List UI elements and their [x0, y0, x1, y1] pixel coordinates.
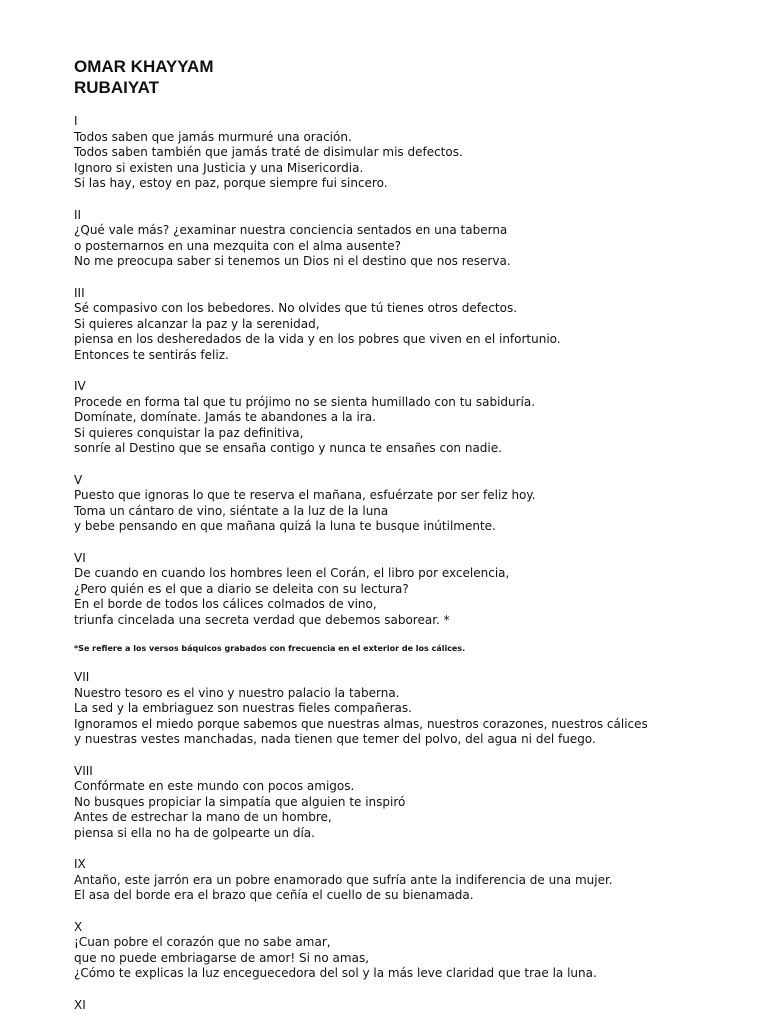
stanza [74, 473, 754, 535]
stanza-number: IV [74, 379, 86, 393]
verse-line: Puesto que ignoras lo que te reserva el mañana, esfuérzate por ser feliz hoy. [74, 488, 536, 502]
verse-line: El asa del borde era el brazo que ceñía el cuello de su bienamada. [74, 888, 474, 902]
stanza-number: XI [74, 997, 86, 1012]
verse-line: Toma un cántaro de vino, siéntate a la luz de la luna [74, 503, 389, 518]
verse-line: No busques propiciar la simpatía que alguien te inspiró [74, 794, 406, 809]
verse-line: ¡Cuan pobre el corazón que no sabe amar, [74, 935, 331, 949]
stanza [74, 114, 754, 192]
verse-line: No me preocupa saber si tenemos un Dios ni el destino que nos reserva. [74, 254, 511, 268]
verse-line: Entonces te sentirás feliz. [74, 347, 229, 362]
stanza-number: VII [74, 670, 90, 684]
stanza [74, 379, 754, 457]
stanza-number: I [74, 114, 78, 128]
verse-line: Procede en forma tal que tu prójimo no se sienta humillado con tu sabiduría. [74, 394, 536, 409]
verse-line: Antes de estrechar la mano de un hombre, [74, 810, 332, 824]
stanza [74, 286, 754, 364]
verse-line: Todos saben que jamás murmuré una oración. [74, 129, 352, 144]
verse-line: ¿Pero quién es el que a diario se deleita con su lectura? [74, 581, 409, 596]
verse-line: ¿Qué vale más? ¿examinar nuestra conciencia sentados en una taberna [74, 223, 508, 237]
verse-line: y nuestras vestes manchadas, nada tienen que temer del polvo, del agua ni del fuego. [74, 732, 596, 746]
title-heading: RUBAIYAT [74, 78, 160, 97]
stanza-number: IX [74, 857, 86, 871]
stanza [74, 998, 754, 1014]
verse-line: Nuestro tesoro es el vino y nuestro palacio la taberna. [74, 685, 400, 700]
verse-line: que no puede embriagarse de amor! Si no amas, [74, 950, 370, 965]
verse-line: La sed y la embriaguez son nuestras fieles compañeras. [74, 701, 412, 715]
verse-line: Ignoro si existen una Justicia y una Misericordia. [74, 160, 364, 175]
verse-line: sonríe al Destino que se ensaña contigo y nunca te ensañes con nadie. [74, 441, 502, 455]
verse-line: o posternarnos en una mezquita con el alma ausente? [74, 238, 401, 253]
verse-line: piensa si ella no ha de golpearte un día. [74, 825, 315, 840]
verse-line: Confórmate en este mundo con pocos amigos. [74, 779, 355, 793]
verse-line: Si quieres alcanzar la paz y la serenidad, [74, 316, 320, 331]
stanza-number: III [74, 285, 85, 300]
stanza [74, 208, 754, 270]
stanza-number: V [74, 472, 83, 487]
verse-line: Antaño, este jarrón era un pobre enamorado que sufría ante la indiferencia de una mujer. [74, 872, 613, 887]
stanza-number: VI [74, 550, 86, 565]
stanza [74, 551, 754, 629]
document-header [74, 56, 214, 98]
verse-line: En el borde de todos los cálices colmados de vino, [74, 597, 377, 611]
stanza [74, 920, 754, 982]
stanza [74, 670, 754, 748]
verse-line: De cuando en cuando los hombres leen el Corán, el libro por excelencia, [74, 566, 510, 580]
verse-line: piensa en los desheredados de la vida y en los pobres que viven en el infortunio. [74, 332, 561, 346]
stanza-number: II [74, 207, 82, 222]
stanza [74, 857, 754, 904]
stanza [74, 764, 754, 842]
verse-line: Ignoramos el miedo porque sabemos que nuestras almas, nuestros corazones, nuestros cálices [74, 716, 648, 731]
author-heading: OMAR KHAYYAM [74, 57, 214, 76]
stanza-number: X [74, 919, 83, 934]
verse-line: y bebe pensando en que mañana quizá la luna te busque inútilmente. [74, 519, 496, 533]
verse-line: Si las hay, estoy en paz, porque siempre fui sincero. [74, 176, 388, 190]
verse-line: Todos saben también que jamás traté de disimular mis defectos. [74, 145, 463, 159]
verse-line: Si quieres conquistar la paz definitiva, [74, 425, 304, 440]
verse-line: Domínate, domínate. Jamás te abandones a la ira. [74, 410, 376, 424]
footnote: *Se refiere a los versos báquicos grabados con frecuencia en el exterior de los cálices. [74, 644, 466, 653]
stanza-number: VIII [74, 763, 93, 778]
verse-line: Sé compasivo con los bebedores. No olvides que tú tienes otros defectos. [74, 301, 518, 315]
verse-line: triunfa cincelada una secreta verdad que debemos saborear. * [74, 612, 450, 627]
verse-line: ¿Cómo te explicas la luz enceguecedora del sol y la más leve claridad que trae la luna. [74, 966, 597, 980]
poem-body [74, 114, 754, 1024]
